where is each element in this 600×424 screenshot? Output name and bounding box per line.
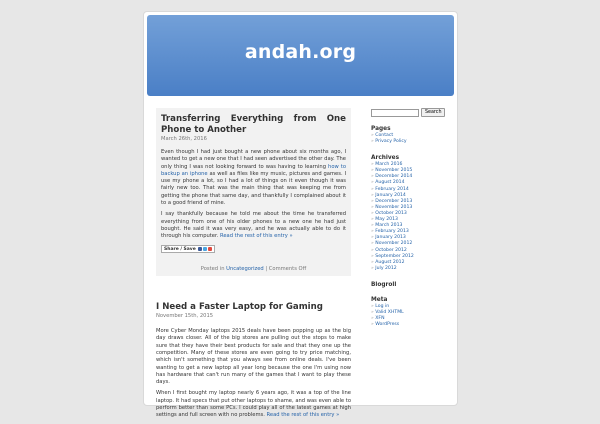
blogroll-heading: Blogroll [371,281,397,288]
pages-list [371,133,451,145]
share-icons [198,247,212,251]
search-input[interactable] [371,109,419,117]
pages-heading: Pages [371,126,391,132]
archive-link[interactable]: December 2013 [375,198,413,204]
archive-link[interactable]: November 2012 [375,241,413,247]
archive-link[interactable]: May 2013 [375,217,398,223]
list-item [371,322,451,328]
post-paragraph [161,211,346,240]
archive-link[interactable]: December 2014 [375,174,413,180]
post-title-link[interactable]: Transferring Everything from One Phone to Another [161,114,346,135]
post-entry [156,108,351,276]
twitter-icon [203,247,207,251]
post-text-segment: When I first bought my laptop nearly 6 years ago, it was a top of the line laptop. It had specs that put other laptops to shame, and was even able to perform better than some PCs. I could play all of the latest games at high settings and full screen with no problems. [156,390,351,419]
archive-link[interactable]: January 2014 [375,192,406,198]
post-date: March 26th, 2016 [161,136,207,142]
search-button[interactable]: Search [421,108,445,117]
post-entry [156,302,351,420]
archive-link[interactable]: November 2013 [375,204,413,210]
share-save-button[interactable] [161,245,215,253]
archive-link[interactable]: October 2012 [375,247,407,253]
meta-list [371,304,451,328]
archives-heading: Archives [371,155,400,162]
site-title-link[interactable]: andah.org [244,41,357,63]
meta-heading: Meta [371,296,388,303]
archive-link[interactable]: January 2013 [375,235,406,241]
post-paragraph: More Cyber Monday laptops 2015 deals have been popping up as the big day draws closer. All of the big stores are pulling out the stops to make sure that they have their best products for sale and that they one up the competition. Many of these stores are even going to try price matching, which isn't something that you always see from online deals. I've been wanting to get a new laptop all year long because the one I'm using now has hardware that can't run many of the games that I want to play these days. [156,328,351,386]
meta-link-wordpress[interactable]: WordPress [375,322,400,328]
archive-link[interactable]: August 2014 [375,180,405,186]
meta-separator: | [263,265,269,272]
archive-link[interactable]: September 2012 [375,253,414,259]
list-item [371,139,451,145]
facebook-icon [198,247,202,251]
read-more-link[interactable]: Read the rest of this entry » [219,233,293,240]
comments-status: Comments Off [268,265,307,272]
post-paragraph [156,390,351,419]
post-text-segment: Even though I had just bought a new phone about six months ago, I wanted to get a new one that I had seen advertised the other day. The only thing I was not looking forward to was having to learning [161,149,346,170]
archive-link[interactable]: February 2013 [375,229,409,235]
page-container [143,11,458,419]
page-link-privacy-policy[interactable]: Privacy Policy [375,139,407,145]
sidebar [371,108,451,328]
read-more-link[interactable]: Read the rest of this entry » [266,412,340,419]
meta-link-xfn[interactable]: XFN [375,316,385,322]
archive-link[interactable]: March 2016 [375,162,403,168]
page-link-contact[interactable]: Contact [375,133,394,138]
archive-link[interactable]: November 2015 [375,168,413,174]
post-title-link[interactable]: I Need a Faster Laptop for Gaming [156,301,323,312]
archive-link[interactable]: August 2012 [375,259,405,265]
share-row [161,246,346,253]
main-content [156,108,351,424]
site-header [147,15,454,96]
archive-link[interactable]: October 2013 [375,210,407,216]
search-form [371,108,451,117]
post-paragraph [161,149,346,207]
archive-link[interactable]: February 2014 [375,186,409,192]
plus-icon [208,247,212,251]
posted-in-label: Posted in [200,265,227,272]
meta-link-log-in[interactable]: Log in [375,303,390,309]
share-save-label: Share / Save [164,246,196,252]
category-link[interactable]: Uncategorized [226,265,264,272]
archive-link[interactable]: July 2012 [375,265,397,271]
post-text-segment: as well as files like my music, pictures and games. I use my phone a lot, so I had a lot of things on it even though it was fairly new too. That was the main thing that was keeping me from getting the phone that same day, and thankfully I complained about it to a good friend of mine. [161,170,346,207]
post-text-segment: I say thankfully because he told me about the time he transferred everything from one of his older phones to a new one he had just bought. He said it was very easy, and he was actually able to do it through his computer. [161,211,346,240]
post-meta [161,266,346,272]
list-item [371,266,451,272]
inline-link-backup-iphone[interactable]: how to backup an iphone [161,163,347,177]
post-date: November 15th, 2015 [156,313,214,320]
archives-list [371,162,451,272]
archive-link[interactable]: March 2013 [375,223,403,229]
meta-link-valid-xhtml[interactable]: Valid XHTML [375,309,404,315]
